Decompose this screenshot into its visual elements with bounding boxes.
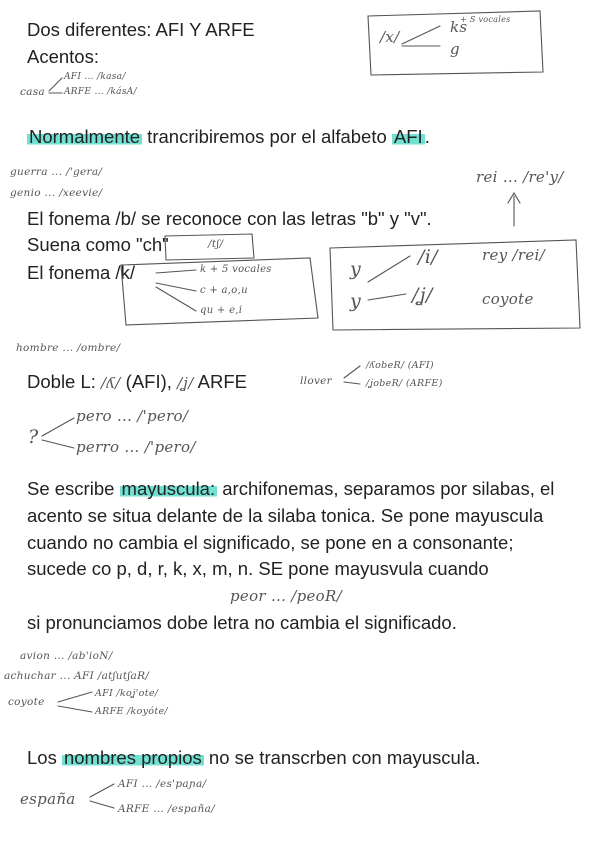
handwritten-box-svocales: + S vocales [460,15,511,24]
paragraph-mayuscula [27,476,572,583]
handwritten-big-i: /i/ [418,246,438,268]
highlight-mayuscula: mayuscula: [121,478,216,499]
handwritten-pero: pero ... /'pero/ [76,407,189,425]
handwritten-box-x: /x/ [380,28,400,46]
handwritten-casa: casa [20,86,45,98]
handwritten-perro: perro ... /'pero/ [76,438,196,456]
handwritten-k-2: c + a,o,u [200,285,248,296]
heading-dos-diferentes: Dos diferentes: AFI Y ARFE [27,19,255,40]
handwritten-box-g: g [450,40,460,58]
handwritten-big-coyote: coyote [482,290,534,308]
line-fonema-k: El fonema /k/ [27,262,135,283]
handwritten-espana: españa [20,790,76,808]
handwritten-llover-afi: /ʎobeR/ (AFI) [366,360,434,371]
text-arfe: ARFE [193,371,248,392]
handwritten-espana-afi: AFI ... /es'paɲa/ [118,778,207,790]
text-afi-paren: (AFI), [120,371,178,392]
handwritten-genio: genio ... /xeevie/ [10,187,103,199]
line-normalmente [27,124,430,150]
handwritten-avion: avion ... /ab'ioN/ [20,650,113,662]
handwritten-big-y2: y [350,290,362,312]
highlight-nombres-propios: nombres propios [63,747,202,768]
line-nombres-propios [27,745,480,771]
handwritten-hombre: hombre ... /ombre/ [16,342,121,354]
text-se-escribe: Se escribe [27,478,120,499]
handwritten-question: ? [28,426,39,448]
text-doble-l: Doble L: [27,371,102,392]
handwritten-coyote: coyote [8,696,45,708]
line-fonema-b: El fonema /b/ se reconoce con las letras "b" y "v". [27,208,432,229]
text-propios-rest: no se transcrben con mayuscula. [203,747,481,768]
handwritten-doble-afi: /ʎ/ [101,374,121,392]
handwritten-llover: llover [300,375,333,387]
handwritten-box-ks: ks [450,18,468,36]
text-normalmente-rest: trancribiremos por el alfabeto [142,126,392,147]
handwritten-espana-arfe: ARFE ... /españa/ [118,803,215,815]
line-si-pronunciamos: si pronunciamos dobe letra no cambia el significado. [27,612,457,633]
handwritten-coyote-arfe: ARFE /koyóte/ [95,706,168,717]
handwritten-big-rey: rey /rei/ [482,246,545,264]
handwritten-casa-afi: AFI ... /kasa/ [64,72,126,82]
handwritten-big-j: /ʝ/ [412,284,433,306]
handwritten-casa-arfe: ARFE ... /kásA/ [64,87,137,97]
handwritten-rei: rei ... /re'y/ [476,168,564,186]
line-suena-como: Suena como "ch" [27,234,169,255]
handwritten-llover-arfe: /ʝobeR/ (ARFE) [366,378,443,389]
handwritten-ch-note: /tʃ/ [208,238,224,250]
highlight-normalmente: Normalmente [29,126,141,147]
text-los: Los [27,747,62,768]
handwritten-k-1: k + 5 vocales [200,264,272,275]
handwritten-big-y: y [350,258,362,280]
heading-acentos: Acentos: [27,46,99,67]
handwritten-k-3: qu + e,i [200,305,243,316]
handwritten-peor: peor ... /peoR/ [230,587,342,605]
handwritten-guerra: guerra ... /'gera/ [10,166,103,178]
text-mayuscula-body: archifonemas, separamos por silabas, el acento se situa delante de la silaba tonica. Se pone mayuscula cuando no cambia el significado, se pone en a consonante; sucede co p, d, r, k, x, m, n. SE pone mayusvula cuando [27,478,555,580]
handwritten-coyote-afi: AFI /koʝ'ote/ [95,688,159,699]
line-doble-l [27,369,247,396]
handwritten-doble-arfe: /ʝ/ [177,374,194,392]
highlight-afi: AFI [393,126,423,147]
handwritten-achuchar: achuchar ... AFI /atʃutʃaR/ [4,670,150,682]
text-period: . [424,126,430,147]
